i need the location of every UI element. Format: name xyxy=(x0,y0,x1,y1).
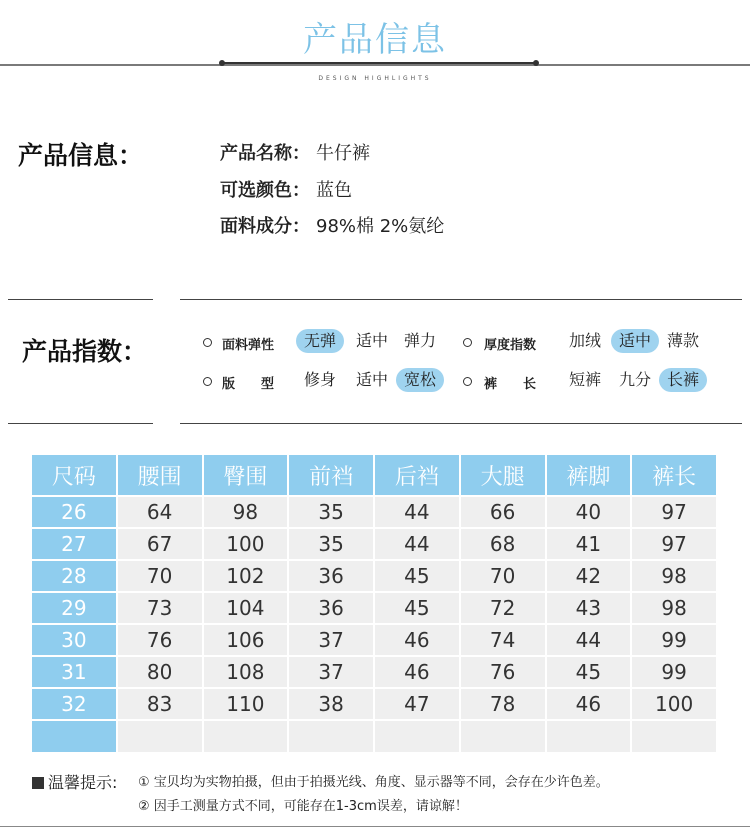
info-row xyxy=(220,176,352,202)
empty-cell xyxy=(461,721,545,752)
info-value: 牛仔裤 xyxy=(316,143,370,164)
header-divider xyxy=(0,64,750,66)
table-row xyxy=(32,689,716,719)
tips-label-wrap xyxy=(32,770,117,793)
index-option-selected: 适中 xyxy=(611,329,659,353)
measure-cell: 76 xyxy=(461,657,545,687)
size-cell: 29 xyxy=(32,593,116,623)
measure-cell: 68 xyxy=(461,529,545,559)
circle-bullet-icon xyxy=(463,338,472,347)
circle-bullet-icon xyxy=(203,377,212,386)
measure-cell: 44 xyxy=(375,497,459,527)
table-row xyxy=(32,657,716,687)
size-cell: 26 xyxy=(32,497,116,527)
table-row xyxy=(32,497,716,527)
measure-cell: 45 xyxy=(375,561,459,591)
table-row xyxy=(32,625,716,655)
tip-line-2: ② 因手工测量方式不同，可能存在1-3cm误差，请谅解！ xyxy=(138,799,468,814)
measure-cell: 35 xyxy=(289,497,373,527)
index-option: 九分 xyxy=(619,370,652,389)
measure-cell: 74 xyxy=(461,625,545,655)
info-key: 面料成分： xyxy=(220,216,310,237)
measure-cell: 98 xyxy=(632,593,716,623)
info-value: 蓝色 xyxy=(316,180,352,201)
tips-label: 温馨提示: xyxy=(48,773,118,792)
size-cell: 32 xyxy=(32,689,116,719)
size-table-header xyxy=(32,455,716,495)
measure-cell: 46 xyxy=(547,689,631,719)
table-row xyxy=(32,593,716,623)
empty-cell xyxy=(289,721,373,752)
empty-cell xyxy=(632,721,716,752)
measure-cell: 64 xyxy=(118,497,202,527)
size-table-header-cell: 后裆 xyxy=(375,455,459,495)
measure-cell: 45 xyxy=(547,657,631,687)
measure-cell: 97 xyxy=(632,497,716,527)
index-option-selected: 宽松 xyxy=(396,368,444,392)
index-label: 版 型 xyxy=(222,377,275,392)
size-table-header-cell: 大腿 xyxy=(461,455,545,495)
square-icon xyxy=(32,777,44,789)
empty-cell xyxy=(204,721,288,752)
index-label: 裤 长 xyxy=(484,377,537,392)
measure-cell: 35 xyxy=(289,529,373,559)
size-table-header-cell: 尺码 xyxy=(32,455,116,495)
header-accent-line xyxy=(222,62,536,64)
measure-cell: 97 xyxy=(632,529,716,559)
measure-cell: 102 xyxy=(204,561,288,591)
size-table xyxy=(30,453,718,754)
measure-cell: 44 xyxy=(547,625,631,655)
measure-cell: 98 xyxy=(632,561,716,591)
measure-cell: 37 xyxy=(289,625,373,655)
info-row xyxy=(220,139,370,165)
index-option: 修身 xyxy=(304,370,337,389)
empty-cell xyxy=(375,721,459,752)
size-table-header-cell: 裤脚 xyxy=(547,455,631,495)
page-subtitle: DESIGN HIGHLIGHTS xyxy=(318,75,432,82)
size-table-header-cell: 腰围 xyxy=(118,455,202,495)
measure-cell: 98 xyxy=(204,497,288,527)
table-row xyxy=(32,561,716,591)
section-divider-right-bottom xyxy=(180,423,742,424)
measure-cell: 40 xyxy=(547,497,631,527)
section-divider-left-bottom xyxy=(8,423,153,424)
index-option: 弹力 xyxy=(404,331,437,350)
section-divider-right-top xyxy=(180,299,742,300)
info-section-title: 产品信息： xyxy=(18,141,144,170)
index-option-selected: 无弹 xyxy=(296,329,344,353)
measure-cell: 36 xyxy=(289,561,373,591)
measure-cell: 46 xyxy=(375,657,459,687)
circle-bullet-icon xyxy=(463,377,472,386)
index-section-title: 产品指数： xyxy=(22,337,148,366)
index-option: 加绒 xyxy=(569,331,602,350)
table-row xyxy=(32,529,716,559)
size-table-header-cell: 前裆 xyxy=(289,455,373,495)
section-divider-left-top xyxy=(8,299,153,300)
measure-cell: 72 xyxy=(461,593,545,623)
tip-line-1: ① 宝贝均为实物拍摄，但由于拍摄光线、角度、显示器等不同，会存在少许色差。 xyxy=(138,775,609,790)
table-row-empty xyxy=(32,721,716,752)
index-option: 薄款 xyxy=(667,331,700,350)
measure-cell: 66 xyxy=(461,497,545,527)
measure-cell: 67 xyxy=(118,529,202,559)
measure-cell: 43 xyxy=(547,593,631,623)
empty-cell xyxy=(118,721,202,752)
measure-cell: 70 xyxy=(118,561,202,591)
measure-cell: 80 xyxy=(118,657,202,687)
size-cell: 31 xyxy=(32,657,116,687)
circle-bullet-icon xyxy=(203,338,212,347)
measure-cell: 36 xyxy=(289,593,373,623)
info-key: 产品名称： xyxy=(220,143,310,164)
info-row xyxy=(220,212,444,238)
index-option: 短裤 xyxy=(569,370,602,389)
measure-cell: 46 xyxy=(375,625,459,655)
measure-cell: 47 xyxy=(375,689,459,719)
size-cell: 30 xyxy=(32,625,116,655)
index-option-selected: 长裤 xyxy=(659,368,707,392)
size-table-header-cell: 裤长 xyxy=(632,455,716,495)
measure-cell: 100 xyxy=(204,529,288,559)
measure-cell: 100 xyxy=(632,689,716,719)
measure-cell: 108 xyxy=(204,657,288,687)
measure-cell: 78 xyxy=(461,689,545,719)
measure-cell: 70 xyxy=(461,561,545,591)
measure-cell: 38 xyxy=(289,689,373,719)
measure-cell: 99 xyxy=(632,625,716,655)
index-option: 适中 xyxy=(356,331,389,350)
info-key: 可选颜色： xyxy=(220,180,310,201)
empty-cell xyxy=(32,721,116,752)
index-label: 面料弹性 xyxy=(222,338,275,353)
footer-divider xyxy=(0,826,750,827)
measure-cell: 99 xyxy=(632,657,716,687)
measure-cell: 42 xyxy=(547,561,631,591)
empty-cell xyxy=(547,721,631,752)
size-table-header-cell: 臀围 xyxy=(204,455,288,495)
measure-cell: 106 xyxy=(204,625,288,655)
measure-cell: 110 xyxy=(204,689,288,719)
size-cell: 27 xyxy=(32,529,116,559)
measure-cell: 41 xyxy=(547,529,631,559)
measure-cell: 73 xyxy=(118,593,202,623)
measure-cell: 37 xyxy=(289,657,373,687)
page-title: 产品信息 xyxy=(303,20,447,60)
size-cell: 28 xyxy=(32,561,116,591)
index-option: 适中 xyxy=(356,370,389,389)
info-value: 98%棉 2%氨纶 xyxy=(316,216,445,237)
measure-cell: 45 xyxy=(375,593,459,623)
index-label: 厚度指数 xyxy=(484,338,537,353)
measure-cell: 104 xyxy=(204,593,288,623)
measure-cell: 83 xyxy=(118,689,202,719)
measure-cell: 44 xyxy=(375,529,459,559)
measure-cell: 76 xyxy=(118,625,202,655)
